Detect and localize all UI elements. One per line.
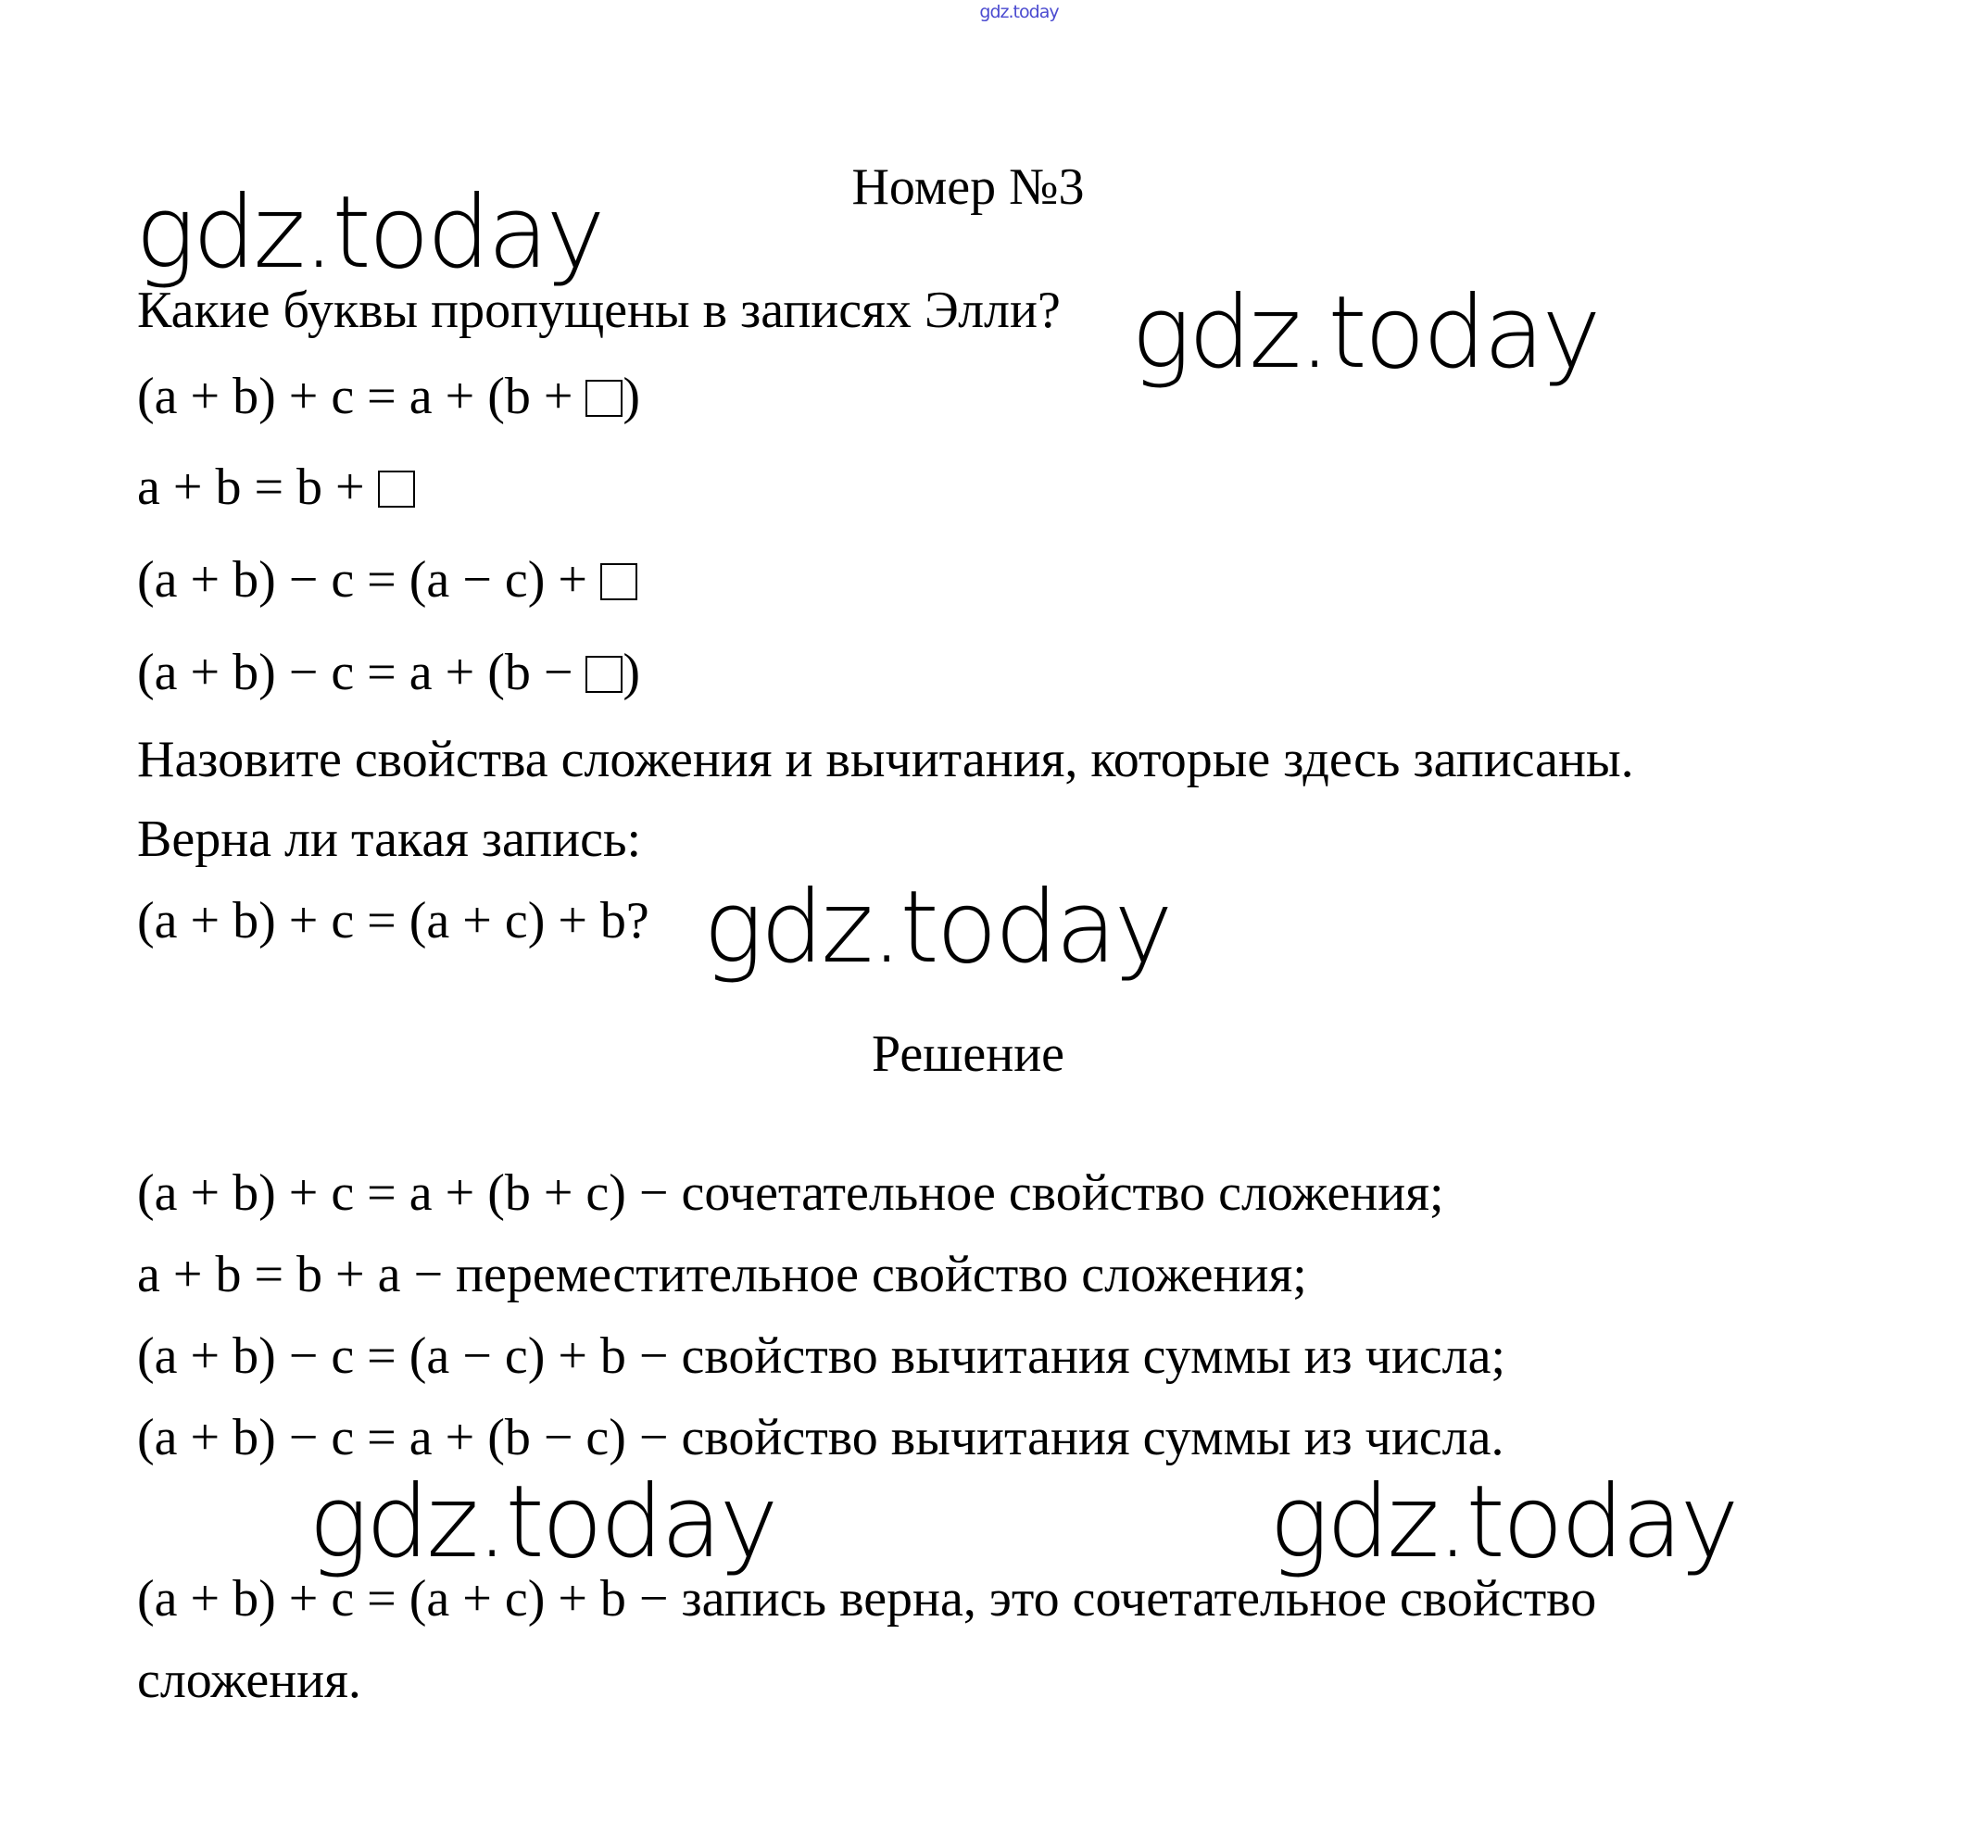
- check-expression: (a + b) + c = (a + c) + b?: [137, 892, 649, 949]
- watermark-4: gdz.today: [308, 1465, 776, 1580]
- solution-heading: Решение: [871, 1025, 1065, 1083]
- equation-1-close: ): [623, 368, 641, 425]
- watermark-2: gdz.today: [1131, 275, 1599, 391]
- equation-2: [137, 459, 415, 515]
- solution-line-2: a + b = b + a − переместительное свойство сложения;: [137, 1246, 1307, 1303]
- conclusion-line-2: сложения.: [137, 1652, 361, 1709]
- watermark-1: gdz.today: [135, 175, 603, 291]
- equation-1: [137, 369, 640, 424]
- watermark-5: gdz.today: [1269, 1465, 1737, 1580]
- page-title: Номер №3: [851, 158, 1085, 216]
- equation-1-text: (a + b) + c = a + (b +: [137, 368, 586, 425]
- solution-line-3: (a + b) − c = (a − c) + b − свойство вычитания суммы из числа;: [137, 1327, 1505, 1385]
- conclusion-line-1: (a + b) + c = (a + c) + b − запись верна, это сочетательное свойство: [137, 1570, 1597, 1628]
- blank-box-3: [600, 563, 637, 600]
- equation-2-text: a + b = b +: [137, 459, 378, 516]
- top-watermark: gdz.today: [979, 2, 1059, 22]
- equation-3-text: (a + b) − c = (a − c) +: [137, 551, 600, 609]
- equation-3: [137, 552, 637, 608]
- check-question: Верна ли такая запись:: [137, 811, 642, 868]
- solution-line-4: (a + b) − c = a + (b − c) − свойство вычитания суммы из числа.: [137, 1409, 1504, 1466]
- solution-line-1: (a + b) + c = a + (b + c) − сочетательное свойство сложения;: [137, 1164, 1444, 1222]
- blank-box-1: [585, 380, 623, 417]
- equation-4-text: (a + b) − c = a + (b −: [137, 644, 586, 701]
- task-question: Какие буквы пропущены в записях Элли?: [137, 282, 1061, 339]
- equation-4-close: ): [623, 644, 641, 701]
- blank-box-2: [378, 471, 415, 508]
- task-instruction: Назовите свойства сложения и вычитания, которые здесь записаны.: [137, 731, 1634, 788]
- watermark-3: gdz.today: [703, 870, 1171, 986]
- blank-box-4: [585, 656, 623, 693]
- equation-4: [137, 645, 640, 700]
